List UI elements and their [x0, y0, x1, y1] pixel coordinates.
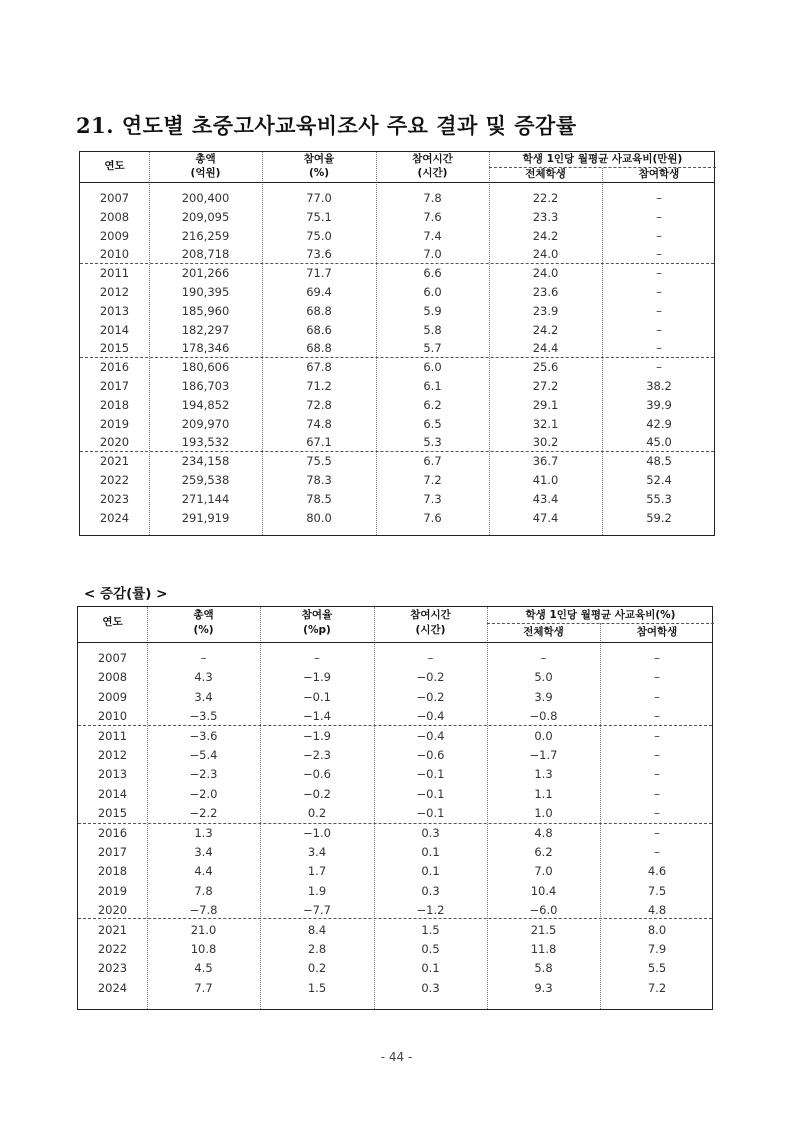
cell-total: 185,960	[181, 303, 230, 318]
cell-total: 7.7	[194, 980, 213, 995]
cell-all-students: 21.5	[530, 922, 557, 937]
cell-all-students: −1.7	[529, 748, 558, 762]
cell-year: 2008	[99, 209, 130, 224]
page-number: - 44 -	[380, 1050, 413, 1064]
cell-total: −7.8	[189, 903, 218, 918]
cell-participating-students: 45.0	[646, 435, 672, 450]
cell-all-students: 11.8	[530, 942, 557, 956]
cell-participation-rate: −1.0	[303, 825, 331, 840]
cell-total: −2.2	[189, 806, 218, 821]
cell-year: 2013	[97, 767, 128, 782]
header-participation-rate: 참여율	[303, 153, 335, 165]
cell-participation-time: 5.9	[423, 303, 442, 318]
cell-participation-time: 7.2	[423, 473, 442, 487]
table-row	[80, 302, 714, 320]
cell-participation-time: 6.2	[423, 397, 442, 412]
cell-participation-rate: 77.0	[306, 191, 332, 205]
cell-participation-time: 6.7	[423, 454, 442, 469]
cell-participating-students: 48.5	[646, 454, 672, 469]
cell-participation-rate: 75.5	[306, 454, 332, 469]
header-participation-time: 참여시간	[410, 609, 451, 621]
cell-year: 2023	[97, 961, 128, 976]
table-row	[78, 668, 712, 687]
cell-participation-rate: 69.4	[306, 285, 332, 299]
cell-participation-rate: –	[314, 651, 320, 665]
cell-total: 1.3	[194, 825, 213, 840]
cell-participation-time: −1.2	[416, 903, 445, 918]
table-row	[78, 688, 712, 707]
header-separator	[80, 182, 714, 183]
cell-all-students: 4.8	[534, 825, 553, 840]
cell-participating-students: 39.9	[646, 397, 672, 412]
cell-all-students: 23.3	[532, 209, 559, 224]
cell-year: 2011	[99, 266, 130, 281]
cell-all-students: 7.0	[534, 864, 553, 879]
cell-all-students: 36.7	[532, 454, 559, 469]
cell-participation-time: 5.8	[423, 322, 442, 337]
cell-all-students: 5.8	[534, 961, 553, 976]
cell-all-students: 10.4	[530, 883, 557, 898]
cell-year: 2014	[97, 786, 128, 801]
table-row	[80, 245, 714, 263]
cell-participation-time: 7.8	[423, 191, 442, 205]
cell-total: 4.5	[194, 961, 213, 976]
cell-participation-time: 7.0	[423, 247, 442, 262]
cell-year: 2022	[97, 942, 128, 956]
cell-participation-rate: 8.4	[307, 922, 327, 937]
cell-participating-students: –	[656, 247, 662, 262]
header-all-students: 전체학생	[525, 168, 566, 180]
header-subdivider	[487, 623, 714, 624]
header-total-unit: (억원)	[190, 167, 221, 179]
cell-all-students: −0.8	[529, 709, 558, 724]
cell-all-students: 41.0	[532, 473, 559, 487]
cell-all-students: 25.6	[532, 360, 559, 375]
cell-participation-time: 0.3	[421, 825, 440, 840]
survey-results-table	[79, 151, 715, 536]
cell-participating-students: –	[654, 689, 660, 704]
table-row	[78, 746, 712, 765]
table-row	[80, 415, 714, 433]
cell-participation-time: −0.2	[416, 689, 445, 704]
cell-total: 186,703	[181, 379, 230, 393]
cell-total: 271,144	[181, 491, 230, 506]
cell-participating-students: –	[654, 845, 660, 859]
header-participation-time-unit: (시간)	[417, 167, 448, 179]
cell-year: 2012	[99, 285, 130, 299]
cell-total: 182,297	[181, 322, 230, 337]
cell-participation-time: −0.1	[416, 806, 445, 821]
table-row	[80, 339, 714, 357]
cell-participation-time: 5.7	[423, 341, 442, 356]
cell-all-students: 5.0	[534, 670, 553, 685]
cell-participating-students: –	[656, 360, 662, 375]
cell-year: 2017	[99, 379, 130, 393]
cell-participation-rate: −0.2	[303, 786, 331, 801]
table-row	[78, 765, 712, 784]
table-row	[78, 959, 712, 978]
cell-all-students: 0.0	[534, 728, 553, 743]
table-row	[80, 396, 714, 414]
cell-all-students: 6.2	[534, 845, 553, 859]
cell-year: 2016	[97, 825, 128, 840]
cell-participation-rate: −0.1	[303, 689, 331, 704]
table-row	[80, 358, 714, 376]
cell-total: 4.4	[194, 864, 213, 879]
cell-year: 2020	[97, 903, 128, 918]
cell-total: 234,158	[181, 454, 230, 469]
cell-participation-rate: 0.2	[307, 961, 327, 976]
cell-year: 2008	[97, 670, 128, 685]
cell-year: 2017	[97, 845, 128, 859]
cell-participation-rate: −1.4	[303, 709, 331, 724]
cell-participation-rate: 71.7	[306, 266, 332, 281]
header-all-students: 전체학생	[523, 626, 564, 638]
change-rate-table	[77, 606, 713, 1010]
cell-participation-time: 0.1	[421, 961, 440, 976]
cell-participation-rate: 74.8	[306, 416, 332, 431]
table-row	[78, 979, 712, 998]
cell-year: 2019	[97, 883, 128, 898]
cell-participation-rate: 80.0	[306, 510, 332, 525]
cell-participation-rate: −1.9	[303, 670, 331, 685]
cell-year: 2013	[99, 303, 130, 318]
cell-year: 2018	[97, 864, 128, 879]
cell-total: 291,919	[181, 510, 230, 525]
cell-year: 2011	[97, 728, 128, 743]
cell-all-students: 1.3	[534, 767, 553, 782]
cell-total: −3.6	[189, 728, 218, 743]
table-row	[80, 264, 714, 282]
cell-total: 180,606	[181, 360, 230, 375]
cell-year: 2007	[99, 191, 130, 205]
cell-total: 194,852	[181, 397, 230, 412]
cell-participation-rate: 1.5	[307, 980, 327, 995]
cell-all-students: 9.3	[534, 980, 553, 995]
cell-participation-rate: 67.8	[306, 360, 332, 375]
header-total: 총액	[193, 609, 214, 621]
cell-participation-rate: 78.3	[306, 473, 332, 487]
header-total: 총액	[195, 153, 216, 165]
cell-participation-time: 0.1	[421, 864, 440, 879]
table-row	[80, 283, 714, 301]
header-participating-students: 참여학생	[638, 168, 680, 180]
cell-participation-time: 0.3	[421, 883, 440, 898]
cell-participation-time: 7.6	[423, 510, 442, 525]
cell-participating-students: –	[654, 806, 660, 821]
table-row	[80, 208, 714, 226]
cell-total: 208,718	[181, 247, 230, 262]
cell-participating-students: 7.9	[647, 942, 667, 956]
cell-all-students: 24.2	[532, 228, 559, 243]
cell-participation-time: −0.4	[416, 728, 445, 743]
cell-total: 4.3	[194, 670, 213, 685]
cell-participating-students: –	[656, 303, 662, 318]
cell-participating-students: –	[654, 728, 660, 743]
cell-participating-students: 8.0	[647, 922, 667, 937]
cell-total: 7.8	[194, 883, 213, 898]
cell-all-students: 23.9	[532, 303, 559, 318]
header-participating-students: 참여학생	[636, 626, 678, 638]
cell-participating-students: –	[656, 266, 662, 281]
cell-all-students: −6.0	[529, 903, 558, 918]
cell-participation-rate: 3.4	[307, 845, 327, 859]
cell-participating-students: –	[654, 651, 660, 665]
cell-participating-students: –	[654, 709, 660, 724]
cell-year: 2019	[99, 416, 130, 431]
cell-participating-students: –	[656, 191, 662, 205]
cell-participating-students: 52.4	[646, 473, 672, 487]
table-row	[78, 862, 712, 881]
cell-total: −2.0	[189, 786, 218, 801]
cell-participation-time: −0.4	[416, 709, 445, 724]
cell-participating-students: 5.5	[647, 961, 667, 976]
cell-participation-time: −0.1	[416, 767, 445, 782]
cell-year: 2007	[97, 651, 128, 665]
cell-year: 2021	[99, 454, 130, 469]
cell-all-students: 47.4	[532, 510, 559, 525]
cell-all-students: 30.2	[532, 435, 559, 450]
table-row	[80, 433, 714, 451]
header-monthly-cost-group: 학생 1인당 월평균 사교육비(만원)	[522, 153, 683, 165]
table-row	[78, 727, 712, 746]
cell-all-students: 24.2	[532, 322, 559, 337]
table-row	[80, 452, 714, 470]
cell-participating-students: –	[654, 825, 660, 840]
cell-participation-rate: 75.1	[306, 209, 332, 224]
cell-participation-rate: 71.2	[306, 379, 332, 393]
cell-all-students: 43.4	[532, 491, 559, 506]
cell-participating-students: –	[654, 786, 660, 801]
header-participation-rate-unit: (%)	[308, 167, 330, 179]
cell-year: 2024	[99, 510, 130, 525]
cell-total: 201,266	[181, 266, 230, 281]
cell-participation-rate: 68.6	[306, 322, 332, 337]
cell-all-students: 22.2	[532, 191, 559, 205]
cell-participation-time: 6.0	[423, 360, 442, 375]
cell-participation-time: −0.6	[416, 748, 445, 762]
header-total-unit: (%)	[193, 624, 214, 636]
cell-year: 2021	[97, 922, 128, 937]
cell-total: −5.4	[189, 748, 218, 762]
cell-participation-time: –	[427, 651, 434, 665]
cell-participating-students: –	[656, 228, 662, 243]
cell-participation-time: −0.1	[416, 786, 445, 801]
cell-year: 2012	[97, 748, 128, 762]
table-row	[80, 509, 714, 527]
cell-total: 21.0	[190, 922, 217, 937]
cell-all-students: 1.1	[534, 786, 553, 801]
cell-participation-rate: −1.9	[303, 728, 331, 743]
cell-year: 2016	[99, 360, 130, 375]
cell-year: 2015	[97, 806, 128, 821]
cell-year: 2009	[99, 228, 130, 243]
cell-year: 2024	[97, 980, 128, 995]
cell-participating-students: 7.2	[647, 980, 667, 995]
cell-participation-rate: 1.7	[307, 864, 327, 879]
cell-all-students: 24.0	[532, 266, 559, 281]
cell-participation-time: −0.2	[416, 670, 445, 685]
cell-total: 193,532	[181, 435, 230, 450]
table-row	[78, 921, 712, 940]
cell-participating-students: –	[654, 670, 660, 685]
cell-participation-rate: 78.5	[306, 491, 332, 506]
header-participation-rate: 참여율	[301, 609, 333, 621]
cell-participating-students: –	[656, 285, 662, 299]
cell-participation-rate: 73.6	[306, 247, 332, 262]
cell-participation-rate: −2.3	[303, 748, 331, 762]
cell-participation-rate: 1.9	[307, 883, 327, 898]
cell-year: 2022	[99, 473, 130, 487]
section-subtitle: < 증감(률) >	[84, 586, 168, 602]
cell-participation-time: 6.5	[423, 416, 442, 431]
cell-all-students: 24.4	[532, 341, 559, 356]
cell-participating-students: 38.2	[646, 379, 672, 393]
cell-all-students: 32.1	[532, 416, 559, 431]
table-row	[78, 707, 712, 726]
cell-participating-students: –	[656, 209, 662, 224]
cell-year: 2009	[97, 689, 128, 704]
cell-total: 3.4	[194, 845, 213, 859]
table-row	[78, 649, 712, 668]
header-participation-time-unit: (시간)	[415, 624, 446, 636]
cell-total: 190,395	[181, 285, 230, 299]
table-row	[80, 189, 714, 207]
cell-all-students: 1.0	[534, 806, 553, 821]
cell-total: 209,970	[181, 416, 230, 431]
cell-total: 216,259	[181, 228, 230, 243]
table-row	[78, 804, 712, 823]
cell-participation-rate: 68.8	[306, 303, 332, 318]
cell-total: 3.4	[194, 689, 213, 704]
table-row	[78, 940, 712, 959]
table-row	[78, 882, 712, 901]
cell-participating-students: 7.5	[647, 883, 667, 898]
page-title: 21. 연도별 초중고사교육비조사 주요 결과 및 증감률	[76, 113, 577, 138]
cell-total: 259,538	[181, 473, 230, 487]
cell-participating-students: –	[654, 767, 660, 782]
cell-participation-rate: 68.8	[306, 341, 332, 356]
cell-year: 2018	[99, 397, 130, 412]
cell-year: 2014	[99, 322, 130, 337]
cell-participating-students: –	[656, 322, 662, 337]
cell-participation-time: 6.0	[423, 285, 442, 299]
cell-participation-time: 6.1	[423, 379, 442, 393]
cell-participation-rate: 67.1	[306, 435, 332, 450]
cell-participating-students: 59.2	[646, 510, 672, 525]
cell-participating-students: –	[654, 748, 660, 762]
cell-total: 10.8	[190, 942, 217, 956]
header-monthly-cost-group: 학생 1인당 월평균 사교육비(%)	[525, 609, 676, 621]
header-year: 연도	[102, 616, 123, 628]
table-row	[80, 227, 714, 245]
cell-participation-time: 0.3	[421, 980, 440, 995]
table-row	[80, 321, 714, 339]
cell-participation-time: 0.5	[421, 942, 440, 956]
cell-all-students: 24.0	[532, 247, 559, 262]
cell-participation-time: 6.6	[423, 266, 442, 281]
cell-participation-time: 1.5	[421, 922, 440, 937]
header-separator	[78, 642, 712, 643]
cell-participation-time: 7.4	[423, 228, 442, 243]
cell-year: 2020	[99, 435, 130, 450]
table-row	[80, 471, 714, 489]
cell-participation-rate: 72.8	[306, 397, 332, 412]
table-row	[80, 490, 714, 508]
cell-participation-rate: 75.0	[306, 228, 332, 243]
cell-participation-rate: −7.7	[303, 903, 331, 918]
table-row	[78, 824, 712, 843]
header-participation-time: 참여시간	[412, 153, 453, 165]
cell-participation-time: 5.3	[423, 435, 442, 450]
cell-participating-students: –	[656, 341, 662, 356]
table-row	[80, 377, 714, 395]
cell-participation-time: 7.6	[423, 209, 442, 224]
cell-all-students: 29.1	[532, 397, 559, 412]
cell-total: 178,346	[181, 341, 230, 356]
cell-total: 200,400	[181, 191, 230, 205]
cell-participating-students: 4.6	[647, 864, 667, 879]
cell-total: 209,095	[181, 209, 230, 224]
header-participation-rate-unit: (%p)	[303, 624, 331, 636]
cell-participation-time: 0.1	[421, 845, 440, 859]
cell-all-students: 23.6	[532, 285, 559, 299]
cell-all-students: 3.9	[534, 689, 553, 704]
cell-year: 2023	[99, 491, 130, 506]
cell-all-students: –	[540, 651, 547, 665]
cell-participation-time: 7.3	[423, 491, 442, 506]
cell-year: 2010	[99, 247, 130, 262]
cell-all-students: 27.2	[532, 379, 559, 393]
cell-participating-students: 4.8	[647, 903, 667, 918]
cell-participation-rate: 2.8	[307, 942, 327, 956]
cell-participation-rate: 0.2	[307, 806, 327, 821]
table-row	[78, 785, 712, 804]
cell-total: −3.5	[189, 709, 218, 724]
cell-year: 2015	[99, 341, 130, 356]
table-row	[78, 843, 712, 862]
header-year: 연도	[104, 160, 125, 172]
cell-year: 2010	[97, 709, 128, 724]
cell-participating-students: 55.3	[646, 491, 672, 506]
cell-total: –	[200, 651, 207, 665]
table-row	[78, 901, 712, 920]
cell-participating-students: 42.9	[646, 416, 672, 431]
cell-participation-rate: −0.6	[303, 767, 331, 782]
cell-total: −2.3	[189, 767, 218, 782]
